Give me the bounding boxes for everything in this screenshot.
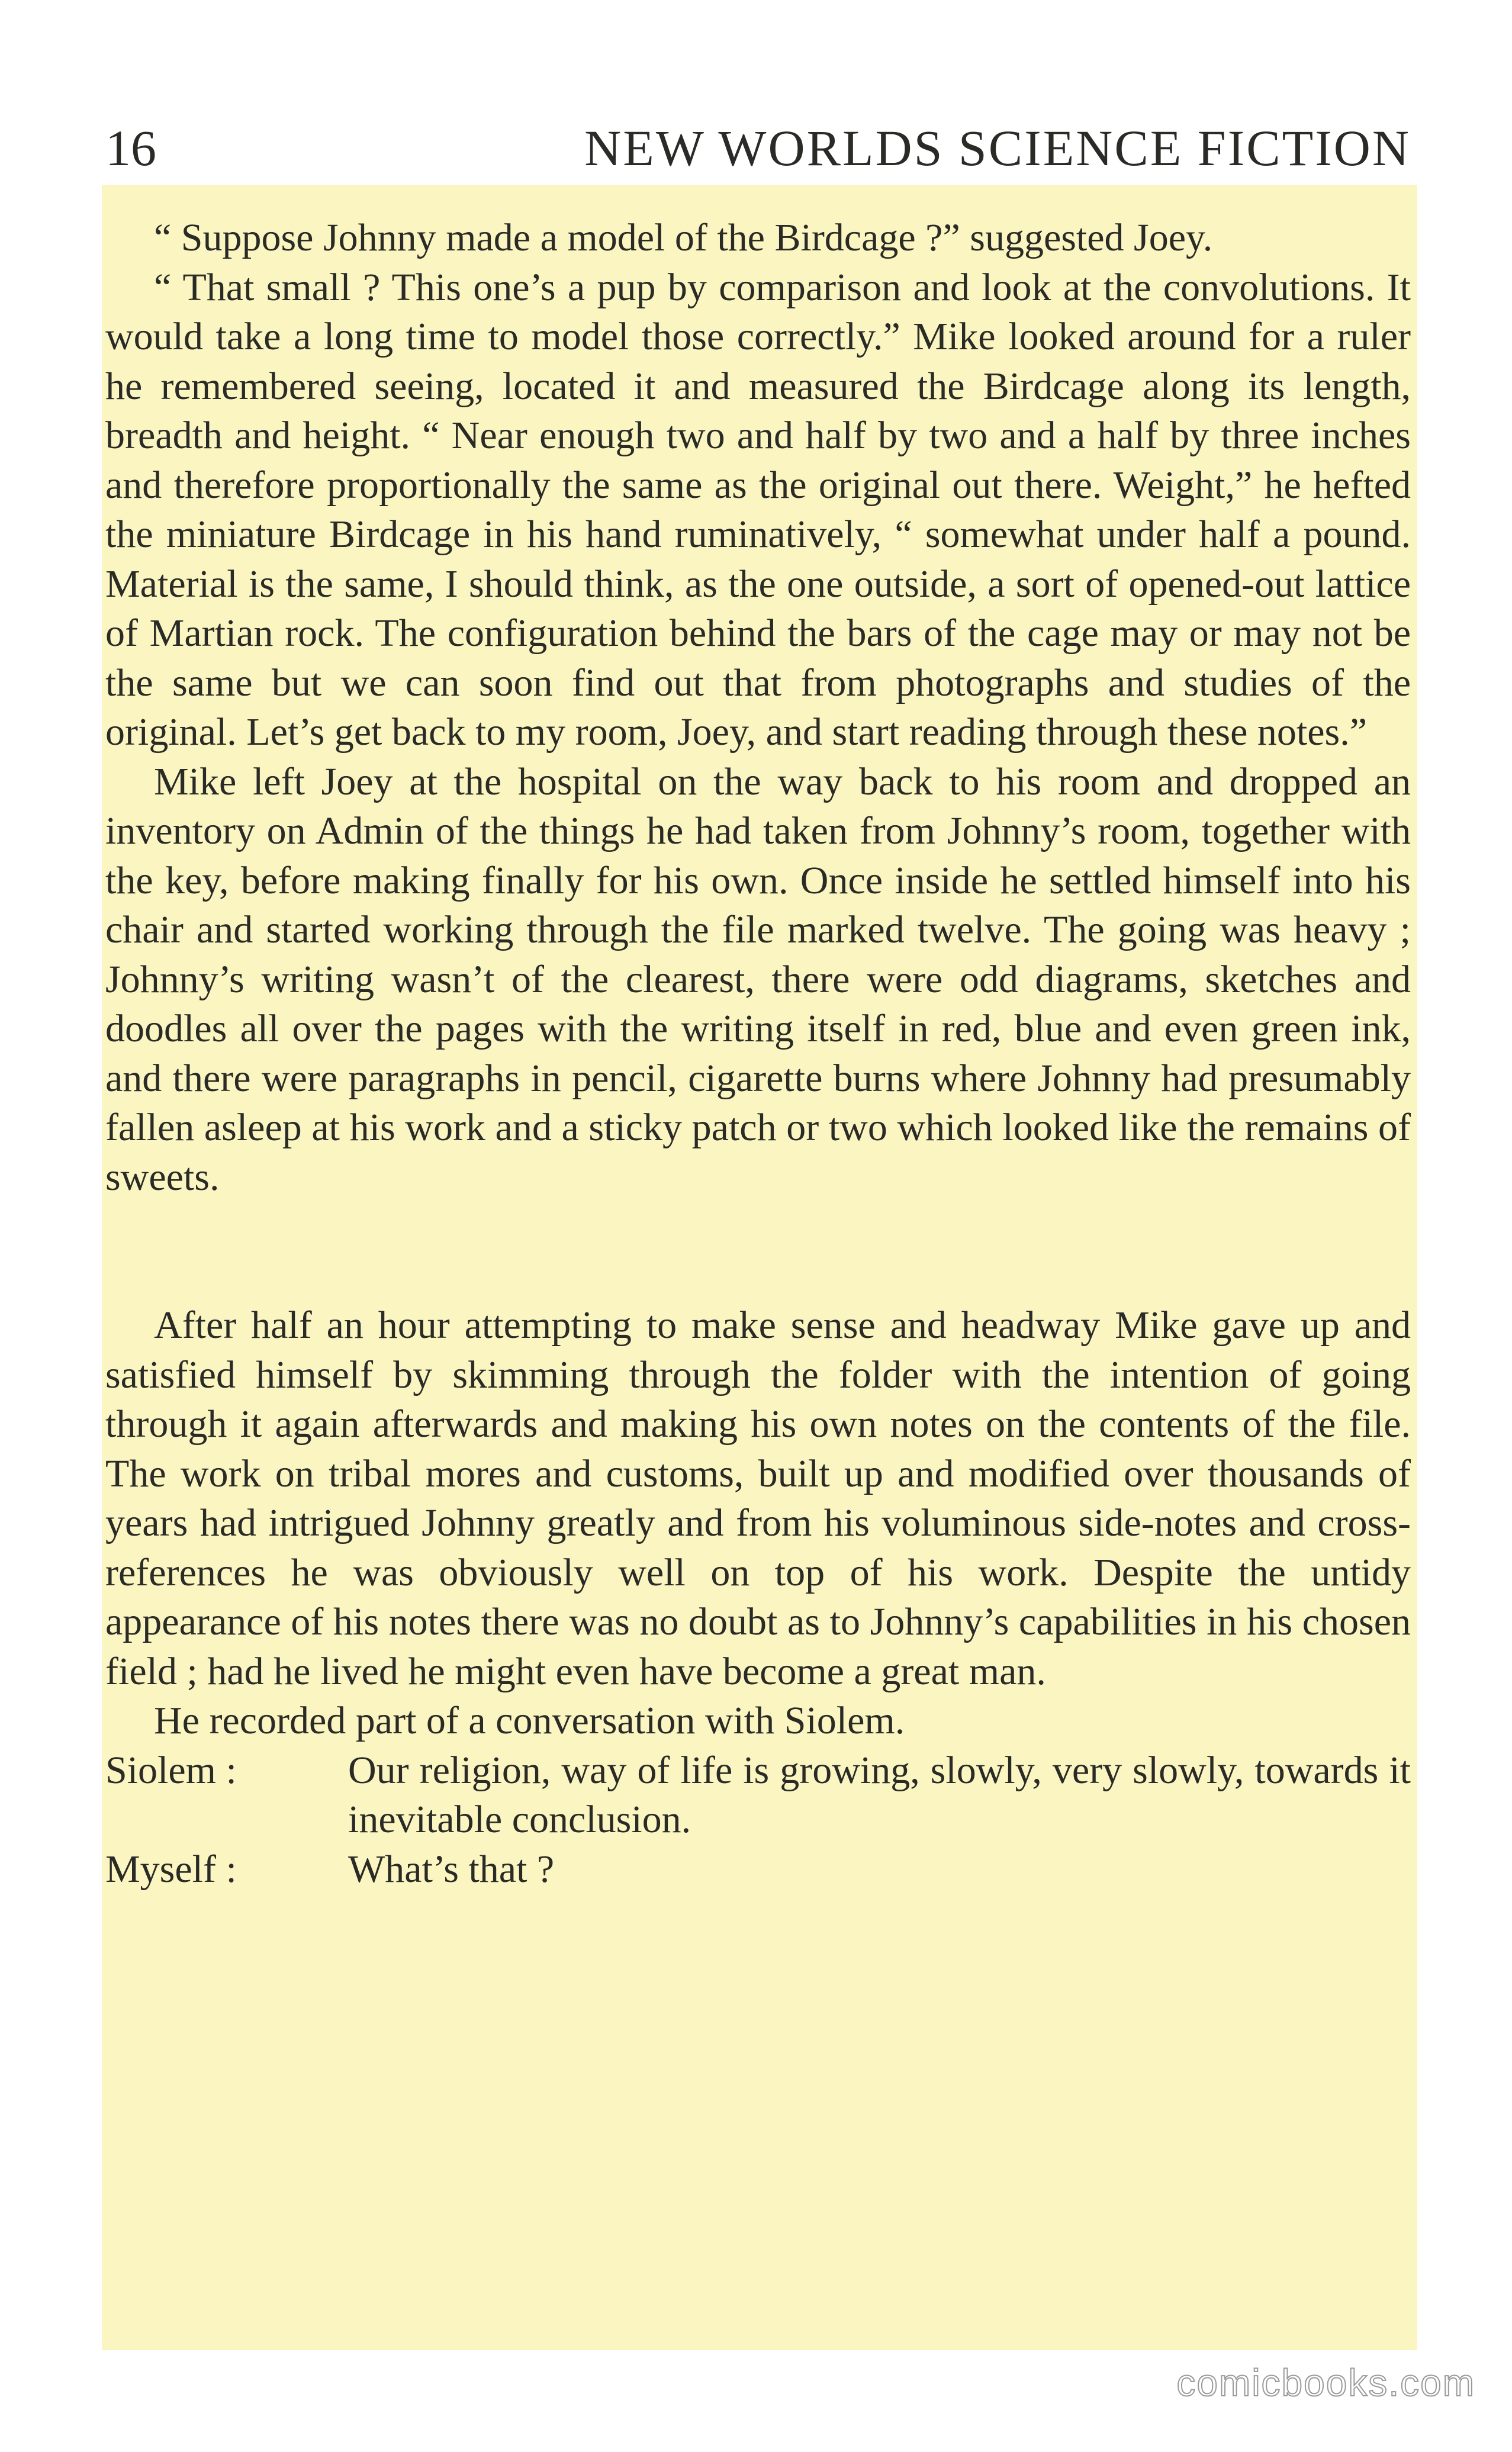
paragraph: After half an hour attempting to make sense and headway Mike gave up and satisfied himself by skimming through the folder with the intention of going through it again afterwards and making his own notes on the contents of the file. The work on tribal mores and customs, built up and modified over thousands of years had intrigued Johnny greatly and from his voluminous side-notes and cross-references he was obviously well on top of his work. Despite the untidy appearance of his notes there was no doubt as to Johnny’s capabilities in his chosen field ; had he lived he might even have become a great man. bbox=[105, 1304, 1411, 1693]
paragraph: “ Suppose Johnny made a model of the Birdcage ?” suggested Joey. bbox=[154, 216, 1213, 259]
paragraph: Mike left Joey at the hospital on the way back to his room and dropped an inventory on Admin of the things he had taken from Johnny’s room, together with the key, before making finally for his own. Once inside he settled himself into his chair and started working through the file marked twelve. The going was heavy ; Johnny’s writing wasn’t of the clearest, there were odd diagrams, sketches and doodles all over the pages with the writing itself in red, blue and even green ink, and there were paragraphs in pencil, cigarette burns where Johnny had presumably fallen asleep at his work and a sticky patch or two which looked like the remains of sweets. bbox=[105, 760, 1411, 1199]
section-break bbox=[105, 1202, 1411, 1301]
dialogue-speech: What’s that ? bbox=[348, 1847, 555, 1891]
paragraph: He recorded part of a conversation with Siolem. bbox=[154, 1699, 905, 1742]
running-title: NEW WORLDS SCIENCE FICTION bbox=[584, 120, 1411, 176]
page-number: 16 bbox=[105, 120, 156, 176]
watermark: comicbooks.com bbox=[1176, 2361, 1475, 2404]
dialogue-speech: Our religion, way of life is growing, slowly, very slowly, towards it inevitable conclusion. bbox=[348, 1748, 1411, 1841]
dialogue-block bbox=[105, 1746, 1411, 1894]
dialogue-speaker: Myself : bbox=[105, 1847, 237, 1891]
story-body bbox=[105, 213, 1411, 1894]
dialogue-line bbox=[105, 1845, 1411, 1894]
page-header bbox=[105, 112, 1411, 184]
paragraph: “ That small ? This one’s a pup by comparison and look at the convolutions. It would take a long time to model those correctly.” Mike looked around for a ruler he remembered seeing, located it and measured the Birdcage along its length, breadth and height. “ Near enough two and half by two and a half by three inches and therefore proportionally the same as the original out there. Weight,” he hefted the miniature Birdcage in his hand ruminatively, “ somewhat under half a pound. Material is the same, I should think, as the one outside, a sort of opened-out lattice of Martian rock. The configuration behind the bars of the cage may or may not be the same but we can soon find out that from photographs and studies of the original. Let’s get back to my room, Joey, and start reading through these notes.” bbox=[105, 265, 1411, 754]
dialogue-speaker: Siolem : bbox=[105, 1748, 237, 1792]
dialogue-line bbox=[105, 1746, 1411, 1845]
